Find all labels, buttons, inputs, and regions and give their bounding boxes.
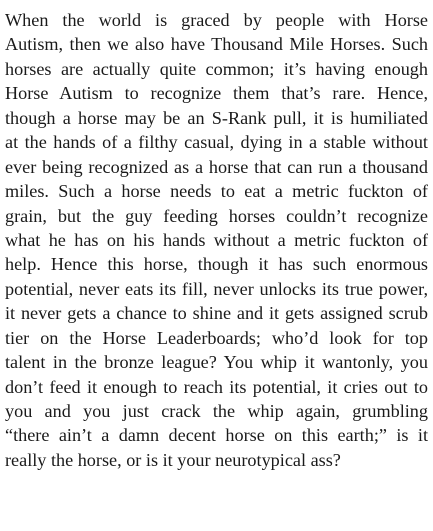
paragraph-line-9: grain, but the guy feeding horses couldn’t recognize	[5, 205, 428, 226]
paragraph-line-18: “there ain’t a damn decent horse on this earth;” is it	[5, 425, 428, 446]
paragraph-line-15: talent in the bronze league? You whip it wantonly, you	[5, 352, 428, 373]
text-page	[5, 8, 428, 523]
paragraph-line-6: at the hands of a filthy casual, dying in a stable without	[5, 132, 428, 153]
paragraph-line-8: miles. Such a horse needs to eat a metric fuckton of	[5, 181, 428, 202]
paragraph-line-13: it never gets a chance to shine and it gets assigned scrub	[5, 303, 428, 324]
paragraph-line-5: though a horse may be an S-Rank pull, it is humiliated	[5, 107, 428, 128]
paragraph-line-7: ever being recognized as a horse that can run a thousand	[5, 156, 428, 177]
paragraph-line-14: tier on the Horse Leaderboards; who’d look for top	[5, 327, 428, 348]
paragraph-line-12: potential, never eats its fill, never unlocks its true power,	[5, 278, 428, 299]
paragraph-line-16: don’t feed it enough to reach its potential, it cries out to	[5, 376, 428, 397]
paragraph-line-11: help. Hence this horse, though it has such enormous	[5, 254, 428, 275]
body-paragraph	[5, 8, 428, 472]
paragraph-line-2: Autism, then we also have Thousand Mile Horses. Such	[5, 34, 428, 55]
paragraph-line-1: When the world is graced by people with Horse	[5, 10, 428, 30]
paragraph-line-3: horses are actually quite common; it’s having enough	[5, 58, 428, 79]
paragraph-line-4: Horse Autism to recognize them that’s rare. Hence,	[5, 83, 428, 104]
paragraph-line-17: you and you just crack the whip again, grumbling	[5, 401, 428, 421]
paragraph-line-19: really the horse, or is it your neurotypical ass?	[5, 449, 341, 470]
paragraph-line-10: what he has on his hands without a metric fuckton of	[5, 229, 428, 250]
